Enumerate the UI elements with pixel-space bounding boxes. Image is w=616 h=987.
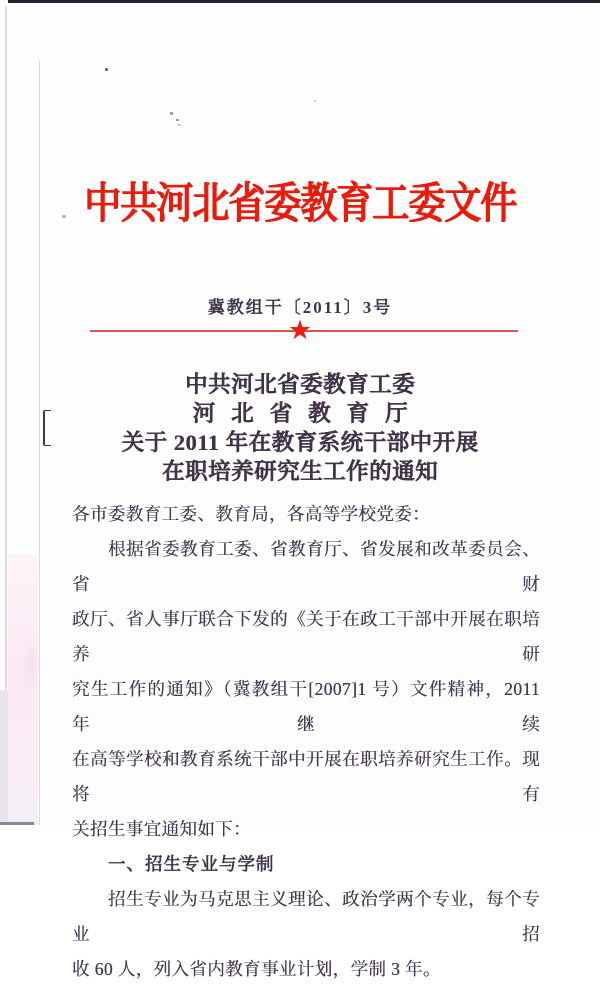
body-text-line: 在高等学校和教育系统干部中开展在职培养研究生工作。现将有 [72, 749, 540, 804]
document-title-line: 关于 2011 年在教育系统干部中开展 [121, 430, 479, 455]
document-title [0, 370, 600, 486]
body-text-line: 究生工作的通知》（冀教组干[2007]1 号）文件精神，2011 年继续 [72, 679, 540, 734]
body-text-line: 根据省委教育工委、省教育厅、省发展和改革委员会、省财 [72, 539, 540, 594]
body-text-line: 关招生事宜通知如下： [72, 819, 251, 839]
body-text-line: 收 60 人，列入省内教育事业计划，学制 3 年。 [72, 959, 441, 979]
scan-speck [105, 68, 108, 71]
scan-bottom-edge-line [0, 822, 34, 825]
letterhead-title: 中共河北省委教育工委文件 [84, 180, 516, 229]
document-title-line: 河北省教育厅 [192, 401, 424, 426]
scan-speck [176, 119, 179, 121]
scan-speck [178, 124, 180, 126]
body-text-line: 招生专业为马克思主义理论、政治学两个专业，每个专业招 [72, 889, 540, 944]
document-body [72, 497, 540, 987]
scan-pink-blotch [18, 620, 44, 710]
scan-top-edge-line [8, 0, 600, 3]
scan-speck [170, 112, 173, 115]
body-text-line: 各市委教育工委、教育局，各高等学校党委： [72, 504, 430, 524]
body-text-line: 政厅、省人事厅联合下发的《关于在政工干部中开展在职培养研 [72, 609, 540, 664]
body-text-line: 一、招生专业与学制 [108, 854, 275, 874]
document-number: 冀教组干〔2011〕3号 [207, 298, 393, 317]
document-title-line: 在职培养研究生工作的通知 [161, 459, 438, 484]
red-star-icon: ★ [287, 315, 313, 345]
scan-bottom-left-band [0, 690, 8, 825]
document-title-line: 中共河北省委教育工委 [184, 372, 415, 397]
scan-speck [314, 100, 316, 102]
